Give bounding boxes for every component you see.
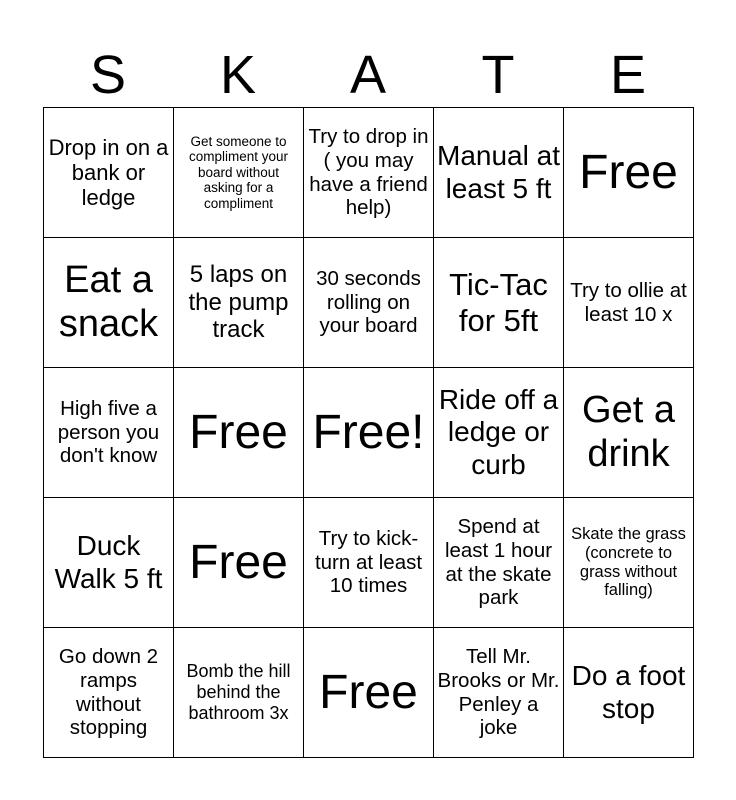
bingo-cell[interactable] [174, 368, 304, 498]
bingo-cell-text: Bomb the hill behind the bathroom 3x [186, 661, 291, 723]
bingo-cell[interactable] [434, 238, 564, 368]
bingo-cell-text: Eat a snack [58, 258, 159, 345]
bingo-row [44, 108, 694, 238]
bingo-cell-text: Try to drop in ( you may have a friend help) [308, 125, 429, 220]
bingo-cell[interactable] [304, 108, 434, 238]
bingo-cell-text: Spend at least 1 hour at the skate park [444, 515, 553, 610]
bingo-cell-text: Free [319, 665, 418, 719]
bingo-cell[interactable] [304, 368, 434, 498]
bingo-cell-text: Do a foot stop [571, 660, 686, 724]
bingo-cell[interactable] [44, 238, 174, 368]
bingo-cell[interactable] [304, 628, 434, 758]
bingo-grid [43, 107, 694, 758]
bingo-header [43, 44, 693, 106]
bingo-row [44, 628, 694, 758]
bingo-cell[interactable] [44, 628, 174, 758]
bingo-cell[interactable] [434, 108, 564, 238]
bingo-cell[interactable] [434, 368, 564, 498]
bingo-cell-text: Tell Mr. Brooks or Mr. Penley a joke [437, 645, 560, 740]
bingo-cell-text: Free [189, 535, 288, 589]
bingo-cell[interactable] [564, 238, 694, 368]
bingo-cell-text: Ride off a ledge or curb [438, 384, 559, 480]
bingo-row [44, 238, 694, 368]
bingo-cell[interactable] [434, 498, 564, 628]
bingo-cell[interactable] [304, 498, 434, 628]
bingo-cell[interactable] [174, 238, 304, 368]
bingo-cell-text: Free [189, 405, 288, 459]
bingo-cell[interactable] [174, 108, 304, 238]
bingo-cell-text: Duck Walk 5 ft [54, 530, 163, 594]
bingo-row [44, 498, 694, 628]
bingo-cell[interactable] [44, 108, 174, 238]
bingo-cell[interactable] [174, 628, 304, 758]
bingo-cell-text: Manual at least 5 ft [437, 140, 560, 204]
bingo-cell[interactable] [564, 628, 694, 758]
bingo-cell-text: 5 laps on the pump track [188, 261, 289, 344]
bingo-cell-text: High five a person you don't know [57, 397, 160, 468]
header-letter-k: K [219, 45, 257, 105]
bingo-cell[interactable] [44, 368, 174, 498]
bingo-cell-text: Get a drink [582, 388, 675, 475]
bingo-cell[interactable] [44, 498, 174, 628]
bingo-cell[interactable] [564, 498, 694, 628]
bingo-cell[interactable] [564, 108, 694, 238]
bingo-cell-text: Try to ollie at least 10 x [570, 278, 687, 326]
bingo-cell-text: Skate the grass (concrete to grass without falling) [571, 524, 686, 600]
bingo-cell-text: Go down 2 ramps without stopping [58, 645, 159, 740]
bingo-cell-text: 30 seconds rolling on your board [316, 267, 421, 338]
bingo-cell-text: Free! [312, 405, 425, 459]
bingo-cell-text: Drop in on a bank or ledge [48, 134, 169, 211]
header-letter-e: E [609, 45, 647, 105]
header-letter-s: S [89, 45, 127, 105]
bingo-cell[interactable] [174, 498, 304, 628]
bingo-cell-text: Get someone to compliment your board without asking for a compliment [188, 133, 289, 211]
header-letter-t: T [481, 45, 515, 105]
bingo-cell-text: Free [579, 145, 678, 199]
bingo-cell-text: Tic-Tac for 5ft [449, 266, 548, 338]
header-letter-a: A [349, 45, 387, 105]
bingo-cell[interactable] [434, 628, 564, 758]
bingo-cell[interactable] [304, 238, 434, 368]
bingo-cell-text: Try to kick-turn at least 10 times [314, 527, 423, 598]
bingo-cell[interactable] [564, 368, 694, 498]
bingo-row [44, 368, 694, 498]
